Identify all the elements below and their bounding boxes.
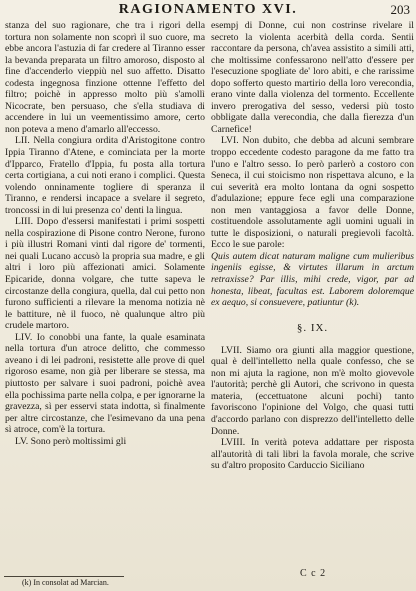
paragraph: LVIII. In verità poteva addattare per risposta all'autorità di tali libri la favola morale, che scrive su d'altro proposito Carduccio Siciliano	[211, 437, 414, 472]
footnote-divider	[4, 576, 124, 577]
paragraph: LV. Sono però moltissimi gli	[15, 435, 127, 447]
page-header	[0, 2, 416, 18]
paragraph: LII. Nella congiura ordita d'Aristogitone contro Ippia Tiranno d'Atene, e cominciata per la morte d'Ipparco, Fratello d'Ippia, fu posta alla tortura certa cortigiana, a cui noti erano i complici. Questa volendo onninamente togliere di speranza il Tiranno, e rendersi incapace a svelare il segreto, troncossi in di lui presenza co' denti la lingua.	[5, 135, 205, 216]
paragraph: LIV. Io conobbi una fante, la quale esaminata nella tortura d'un atroce delitto, che commesso aveano i di lei padroni, resistette alle prove di quel rigoroso esame, non già per liberare se stessa, ma piuttosto per salvare i suoi padroni, poichè avea ella pochissima parte nella colpa, e per ignorarne la gravezza, sì per esservi stata indotta, sì finalmente per altre circostanze, che l'esimevano da una pena sì atroce, com'è la tortura.	[5, 331, 205, 436]
paragraph: LVII. Siamo ora giunti alla maggior questione, qual è dell'intelletto nella quale confesso, che se non mi ajuta la ragione, non m'è molto giovevole l'autorità; perchè gli Autori, che scrivono in questa materia, (eccettuatone alcuni pochi) tanto favoriscono l'opinione del Volgo, che quasi tutti d'accordo parlano con disprezzo dell'intelletto delle Donne.	[211, 344, 414, 437]
page-number: 203	[390, 2, 410, 17]
paragraph: stanza del suo ragionare, che tra i rigori della tortura non solamente non scoprì il suo cuore, ma ebbe ancora l'astuzia di far credere al Tiranno esser la bevanda preparata un filtro amoroso, disposto al fine d'accenderlo vieppiù nel suo affetto. Disatto codesta ingegnosa finzione ottenne l'effetto del filtro; poichè in appresso molto più s'amollì Nicocrate, ben persuaso, che s'ella studiava di accendere in lui un veementissimo amore, certo non poteva a meno d'amarlo all'eccesso.	[5, 20, 205, 135]
paragraph: esempj di Donne, cui non costrinse rivelare il secreto la violenta acerbità della corda. Sentii raccontare da persona, ch'avea assistito a simili atti, che moltissime confessarono nell'atto d'essere per l'esecuzione spogliate de' loro abiti, e che rarissime dopo sofferto questo martirio della loro verecondia, erano vinte dalla violenza del tormento. Eccellente invero prerogativa del sesso, vedersi più tosto obbligate dalla verecondia, che dalla fierezza d'un Carnefice!	[211, 20, 414, 135]
latin-quote: Quis autem dicat naturam maligne cum mulieribus ingeniis egisse, & virtutes illarum in arctum retraxisse? Par illis, mihi crede, vigor, par ad honesta, libeat, facultas est. Laborem doloremque ex aequo, si consuevere, patiuntur (k).	[211, 250, 414, 309]
left-column	[5, 20, 205, 576]
paragraph: LVI. Non dubito, che debba ad alcuni sembrare troppo eccedente codesto paragone da me fatto tra l'uno e l'altro sesso. Io però parlerò a costoro con Seneca, il cui stoicismo non rispettava alcuno, e la cui severità era molto lontana da ogni sospetto d'adulazione; eppure fece egli una comparazione non men vantaggiosa a favor delle Donne, costituendole assolutamente agli uomini uguali in tutte le disposizioni, o naturali pregievoli facoltà. Ecco le sue parole:	[211, 135, 414, 251]
running-head: RAGIONAMENTO XVI.	[118, 2, 298, 17]
signature-mark: C c 2	[300, 568, 327, 579]
section-title: §. IX.	[296, 321, 329, 334]
right-column	[211, 20, 414, 568]
footnote: (k) In consolat ad Marcian.	[22, 578, 109, 587]
paragraph: LIII. Dopo d'essersi manifestati i primi sospetti nella cospirazione di Pisone contro Nerone, furono i più illustri Romani vinti dal rigore de' tormenti, nei quali Lucano accusò la propria sua madre, e gli altri i loro più affezionati amici. Solamente Epicaride, donna volgare, che tutte sapeva le circostanze della congiura, quella, dal cui petto non furono sufficienti a rilevare la menoma notizia nè le battiture, nè il fuoco, nè qualunque altro più crudele martoro.	[5, 216, 205, 332]
